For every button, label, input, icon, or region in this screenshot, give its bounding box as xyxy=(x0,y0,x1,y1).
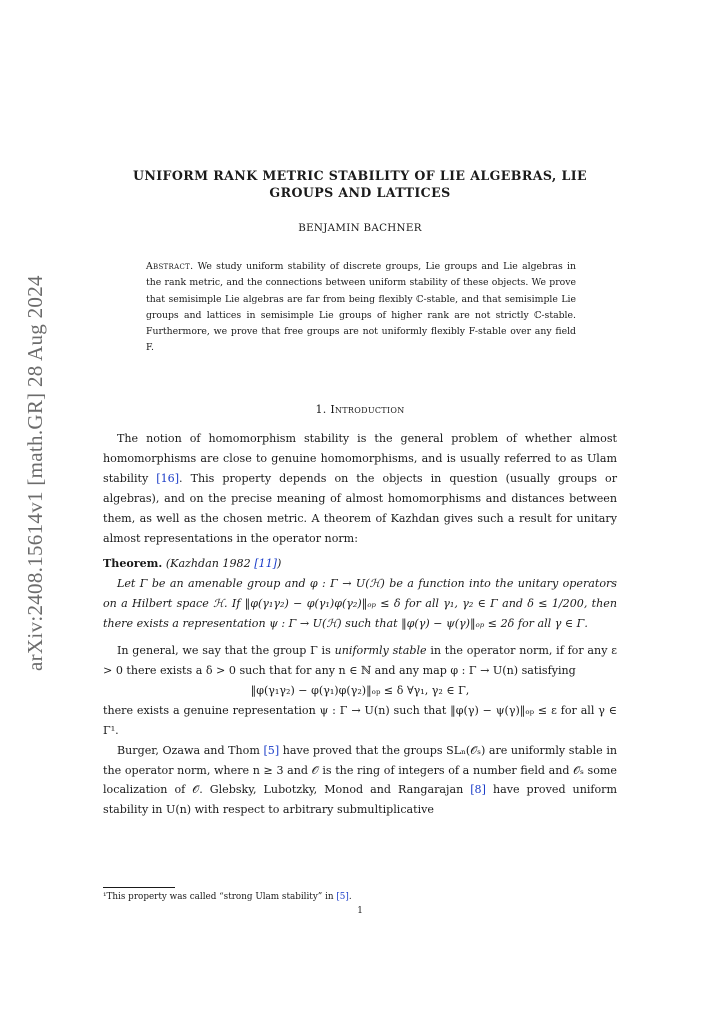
footnote xyxy=(103,891,617,903)
paragraph-related-work xyxy=(103,741,617,821)
text-run: (Kazhdan 1982 xyxy=(165,557,255,571)
text-run: ) xyxy=(276,557,282,571)
text-run: . This property depends on the objects in question (usually groups or algebras), and on the precise meaning of almost homomorphisms and distances between them, as well as the chosen metric. A theorem of Kazhdan gives such a result for unitary almost representations in the operator norm: xyxy=(103,471,617,545)
text-run: In general, we say that the group Γ is xyxy=(117,644,335,658)
text-run: Burger, Ozawa and Thom xyxy=(117,743,264,757)
text-run: have proved that the groups SLₙ(𝒪ₛ) are uniformly stable in the operator norm, where n ≥ 3 and 𝒪 is the ring of integers of a number field and 𝒪ₛ some localization of 𝒪. Glebsky, Lubotzky, Monod and Rangarajan xyxy=(103,743,618,797)
paper-author: BENJAMIN BACHNER xyxy=(298,222,422,234)
paper-title: UNIFORM RANK METRIC STABILITY OF LIE ALGEBRAS, LIE GROUPS AND LATTICES xyxy=(132,168,588,200)
text-run: ¹This property was called “strong Ulam stability” in xyxy=(103,892,337,902)
text-run: The notion of homomorphism stability is the general problem of whether almost homomorphisms are close to genuine homomorphisms, and is usually referred to as Ulam stability xyxy=(103,432,617,485)
emphasis-term: uniformly stable xyxy=(334,644,427,658)
paragraph-intro xyxy=(103,429,617,548)
footnote-divider xyxy=(103,887,175,888)
text-run: . xyxy=(348,892,352,902)
abstract xyxy=(146,259,576,357)
citation-link[interactable]: [11] xyxy=(254,557,277,571)
theorem-block xyxy=(103,554,617,634)
body-text xyxy=(103,429,617,820)
citation-link[interactable]: [16] xyxy=(156,471,180,485)
paragraph-conclusion: there exists a genuine representation ψ : Γ → U(n) such that ‖φ(γ) − ψ(γ)‖ₒₚ ≤ ε for all γ ∈ Γ¹. xyxy=(103,703,617,737)
text-run: have proved uniform stability in U(n) with respect to arbitrary submultiplicative xyxy=(103,783,617,817)
arxiv-identifier-stamp: arXiv:2408.15614v1 [math.GR] 28 Aug 2024 xyxy=(23,275,47,671)
display-equation: ‖φ(γ₁γ₂) − φ(γ₁)φ(γ₂)‖ₒₚ ≤ δ ∀γ₁, γ₂ ∈ Γ, xyxy=(250,683,470,697)
theorem-label: Theorem. xyxy=(103,557,163,571)
theorem-statement: Let Γ be an amenable group and φ : Γ → U(ℋ) be a function into the unitary operators on a Hilbert space ℋ. If ‖φ(γ₁γ₂) − φ(γ₁)φ(γ₂)‖ₒₚ ≤ δ for all γ₁, γ₂ ∈ Γ and δ ≤ 1/200, then there exists a representation ψ : Γ → U(ℋ) such that ‖φ(γ) − ψ(γ)‖ₒₚ ≤ 2δ for all γ ∈ Γ. xyxy=(103,577,617,631)
citation-link[interactable]: [8] xyxy=(470,783,486,797)
theorem-heading xyxy=(103,554,617,574)
section-heading-introduction: 1. Introduction xyxy=(315,403,405,416)
abstract-text: We study uniform stability of discrete groups, Lie groups and Lie algebras in the rank metric, and the connections between uniform stability of these objects. We prove that semisimple Lie algebras are far from being flexibly ℂ-stable, and that semisimple Lie groups and lattices in semisimple Lie groups of higher rank are not strictly ℂ-stable. Furthermore, we prove that free groups are not uniformly flexibly F-stable over any field F. xyxy=(146,261,576,354)
text-run: in the operator norm, if for any ε > 0 there exists a δ > 0 such that for any n ∈ ℕ and any map φ : Γ → U(n) satisfying xyxy=(103,644,617,677)
abstract-label: Abstract. xyxy=(146,261,194,272)
citation-link[interactable]: [5] xyxy=(263,743,280,757)
theorem-attribution xyxy=(166,557,281,570)
paragraph-definition xyxy=(103,641,617,681)
citation-link[interactable]: [5] xyxy=(336,892,349,902)
page-number: 1 xyxy=(357,906,363,916)
